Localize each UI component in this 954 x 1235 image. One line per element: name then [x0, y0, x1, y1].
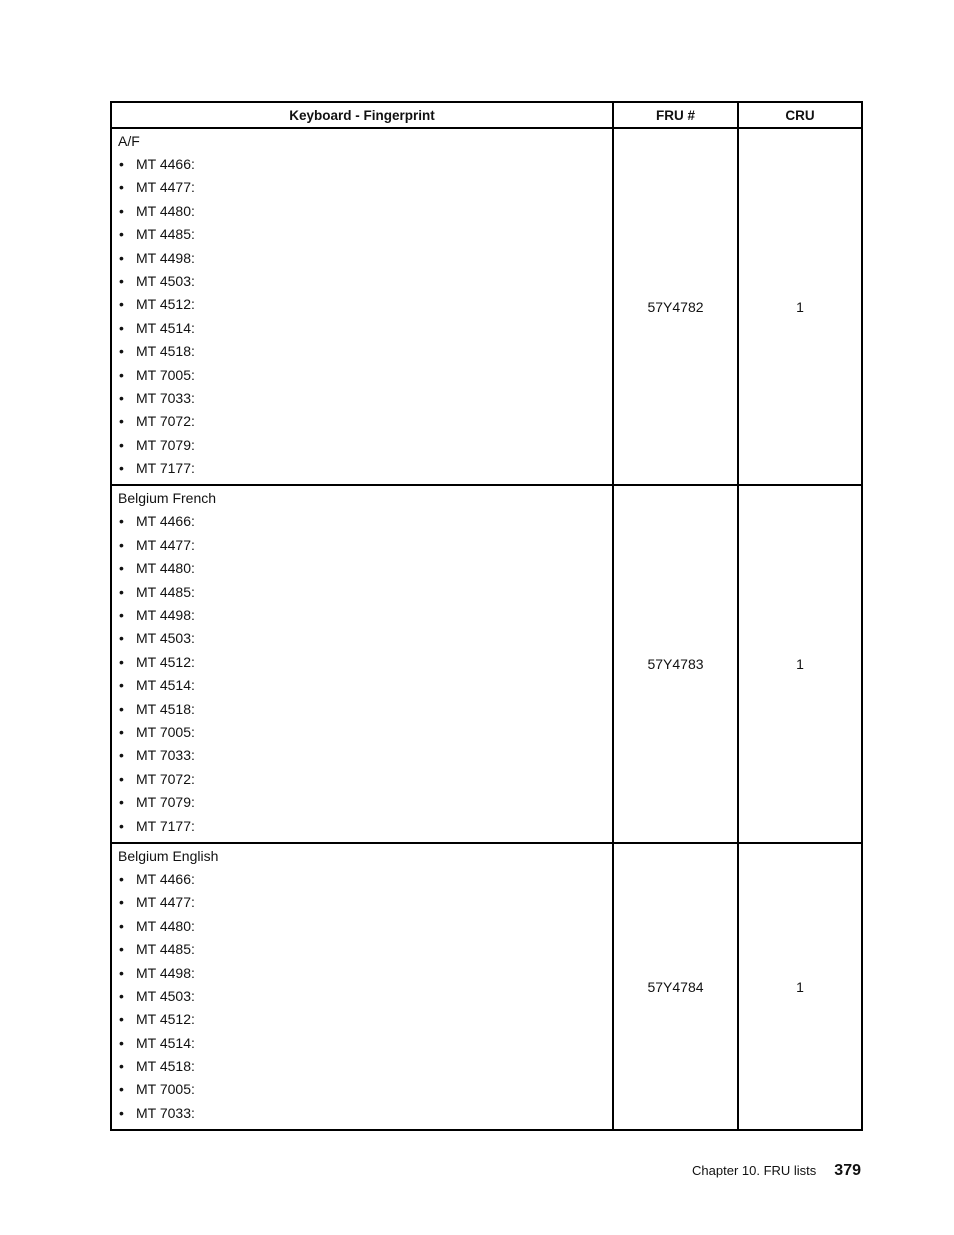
list-item: • MT 7005:: [118, 721, 606, 744]
list-item: • MT 4503:: [118, 985, 606, 1008]
list-item: • MT 4512:: [118, 1008, 606, 1031]
cru-cell: 1: [738, 843, 862, 1130]
list-item: • MT 4498:: [118, 247, 606, 270]
list-item: • MT 7079:: [118, 434, 606, 457]
list-item: • MT 4466:: [118, 868, 606, 891]
list-item: • MT 7005:: [118, 1078, 606, 1101]
fru-number-cell: 57Y4783: [613, 485, 738, 842]
fru-number-cell: 57Y4784: [613, 843, 738, 1130]
list-item: • MT 7033:: [118, 387, 606, 410]
cru-cell: 1: [738, 485, 862, 842]
list-item: • MT 4498:: [118, 604, 606, 627]
table-row: [111, 485, 862, 842]
table-header-row: [111, 102, 862, 128]
list-item: • MT 4485:: [118, 938, 606, 961]
list-item: • MT 7005:: [118, 364, 606, 387]
list-item: • MT 7177:: [118, 457, 606, 480]
list-item: • MT 7072:: [118, 410, 606, 433]
list-item: • MT 4498:: [118, 962, 606, 985]
description-cell: [111, 843, 613, 1130]
list-item: • MT 7079:: [118, 791, 606, 814]
description-cell: [111, 485, 613, 842]
list-item: • MT 4480:: [118, 915, 606, 938]
list-item: • MT 4518:: [118, 1055, 606, 1078]
list-item: • MT 4518:: [118, 340, 606, 363]
header-cru: CRU: [738, 102, 862, 128]
list-item: • MT 4514:: [118, 674, 606, 697]
table-row: [111, 128, 862, 485]
machine-type-list: [118, 868, 606, 1125]
list-item: • MT 7072:: [118, 768, 606, 791]
list-item: • MT 4477:: [118, 176, 606, 199]
list-item: • MT 4477:: [118, 534, 606, 557]
page-number: 379: [834, 1162, 861, 1179]
keyboard-layout-name: Belgium French: [118, 490, 217, 507]
fru-number-cell: 57Y4782: [613, 128, 738, 485]
description-cell: [111, 128, 613, 485]
list-item: • MT 4477:: [118, 891, 606, 914]
list-item: • MT 7033:: [118, 744, 606, 767]
machine-type-list: [118, 510, 606, 837]
table-body: [111, 128, 862, 1130]
cru-cell: 1: [738, 128, 862, 485]
chapter-title: Chapter 10. FRU lists: [692, 1163, 817, 1178]
header-fru: FRU #: [613, 102, 738, 128]
list-item: • MT 4466:: [118, 510, 606, 533]
page-footer: [692, 1162, 861, 1180]
list-item: • MT 4518:: [118, 698, 606, 721]
list-item: • MT 4503:: [118, 627, 606, 650]
fru-table: [110, 101, 863, 1131]
list-item: • MT 4514:: [118, 317, 606, 340]
list-item: • MT 4514:: [118, 1032, 606, 1055]
list-item: • MT 7033:: [118, 1102, 606, 1125]
list-item: • MT 4480:: [118, 200, 606, 223]
machine-type-list: [118, 153, 606, 480]
list-item: • MT 4485:: [118, 581, 606, 604]
list-item: • MT 4512:: [118, 293, 606, 316]
list-item: • MT 7177:: [118, 815, 606, 838]
list-item: • MT 4480:: [118, 557, 606, 580]
list-item: • MT 4512:: [118, 651, 606, 674]
list-item: • MT 4466:: [118, 153, 606, 176]
list-item: • MT 4485:: [118, 223, 606, 246]
list-item: • MT 4503:: [118, 270, 606, 293]
keyboard-layout-name: Belgium English: [118, 847, 219, 864]
header-description: Keyboard - Fingerprint: [111, 102, 613, 128]
keyboard-layout-name: A/F: [118, 133, 140, 149]
table-row: [111, 843, 862, 1130]
